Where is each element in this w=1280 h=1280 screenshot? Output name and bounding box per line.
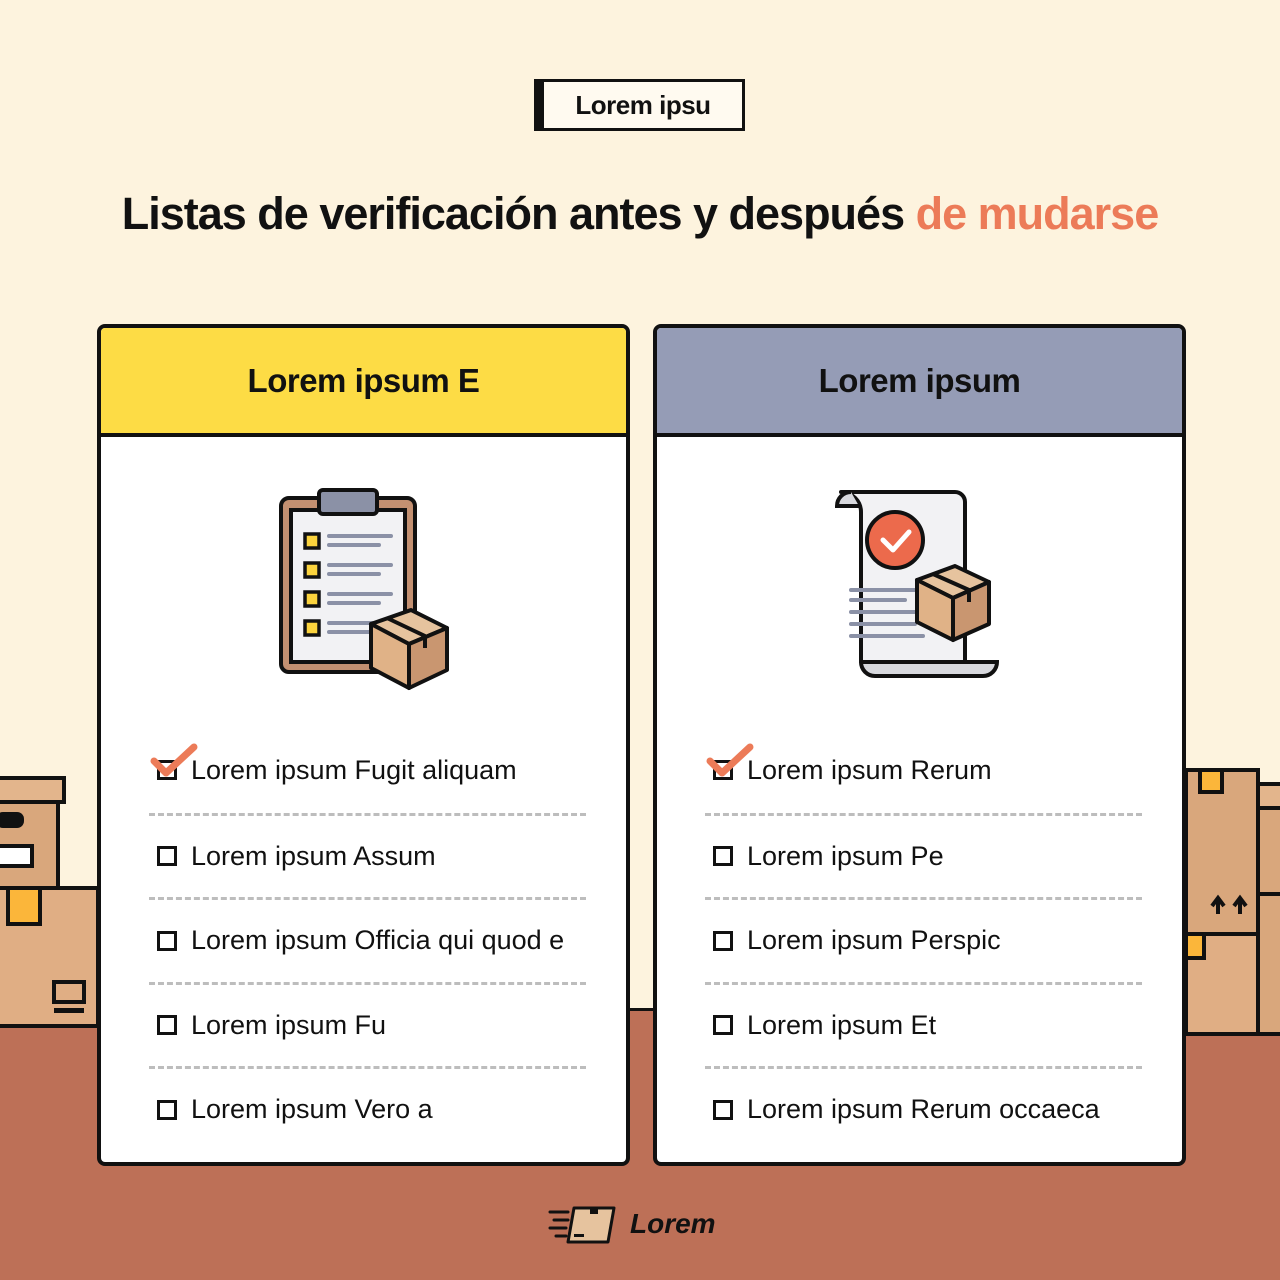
item-label: Lorem ipsum Et — [747, 1009, 937, 1040]
footer-brand — [548, 1204, 716, 1244]
item-label: Lorem ipsum Rerum occaeca — [747, 1094, 1100, 1125]
list-item[interactable] — [149, 982, 586, 1067]
item-label: Lorem ipsum Rerum — [747, 754, 992, 785]
list-item[interactable] — [149, 728, 586, 813]
list-item[interactable] — [705, 897, 1142, 982]
item-label: Lorem ipsum Fu — [191, 1009, 387, 1040]
card-title: Lorem ipsum E — [101, 328, 626, 437]
verified-scroll-icon — [805, 478, 1035, 708]
checkbox[interactable] — [713, 846, 733, 866]
check-mark-icon — [706, 743, 754, 777]
page-title — [0, 188, 1280, 240]
title-main: Listas de verificación antes y después — [121, 188, 905, 239]
checkbox[interactable] — [157, 1015, 177, 1035]
list-item[interactable] — [149, 897, 586, 982]
checklist-card-before — [97, 324, 630, 1166]
illustration — [101, 478, 626, 708]
checkbox[interactable] — [713, 1100, 733, 1120]
stacked-boxes-right-icon — [1184, 766, 1280, 1038]
checklist — [705, 728, 1142, 1151]
checkbox[interactable] — [713, 931, 733, 951]
checkbox[interactable] — [157, 760, 177, 780]
item-label: Lorem ipsum Assum — [191, 840, 436, 871]
item-label: Lorem ipsum Pe — [747, 840, 944, 871]
checkbox[interactable] — [713, 1015, 733, 1035]
checkbox[interactable] — [157, 846, 177, 866]
list-item[interactable] — [705, 813, 1142, 898]
checklist — [149, 728, 586, 1151]
illustration — [657, 478, 1182, 708]
stacked-boxes-left-icon — [0, 770, 100, 1032]
list-item[interactable] — [149, 1066, 586, 1151]
top-badge: Lorem ipsu — [534, 79, 745, 131]
check-mark-icon — [150, 743, 198, 777]
item-label: Lorem ipsum Perspic — [747, 925, 1001, 956]
title-accent: de mudarse — [915, 188, 1159, 239]
checklist-card-after — [653, 324, 1186, 1166]
item-label: Lorem ipsum Fugit aliquam — [191, 754, 517, 785]
checkbox[interactable] — [713, 760, 733, 780]
item-label: Lorem ipsum Vero a — [191, 1094, 433, 1125]
card-title: Lorem ipsum — [657, 328, 1182, 437]
list-item[interactable] — [705, 728, 1142, 813]
list-item[interactable] — [705, 982, 1142, 1067]
clipboard-checklist-icon — [249, 478, 479, 708]
moving-box-logo-icon — [548, 1204, 618, 1244]
list-item[interactable] — [149, 813, 586, 898]
item-label: Lorem ipsum Officia qui quod e — [191, 925, 565, 956]
checkbox[interactable] — [157, 931, 177, 951]
brand-name: Lorem — [630, 1208, 716, 1239]
checkbox[interactable] — [157, 1100, 177, 1120]
list-item[interactable] — [705, 1066, 1142, 1151]
